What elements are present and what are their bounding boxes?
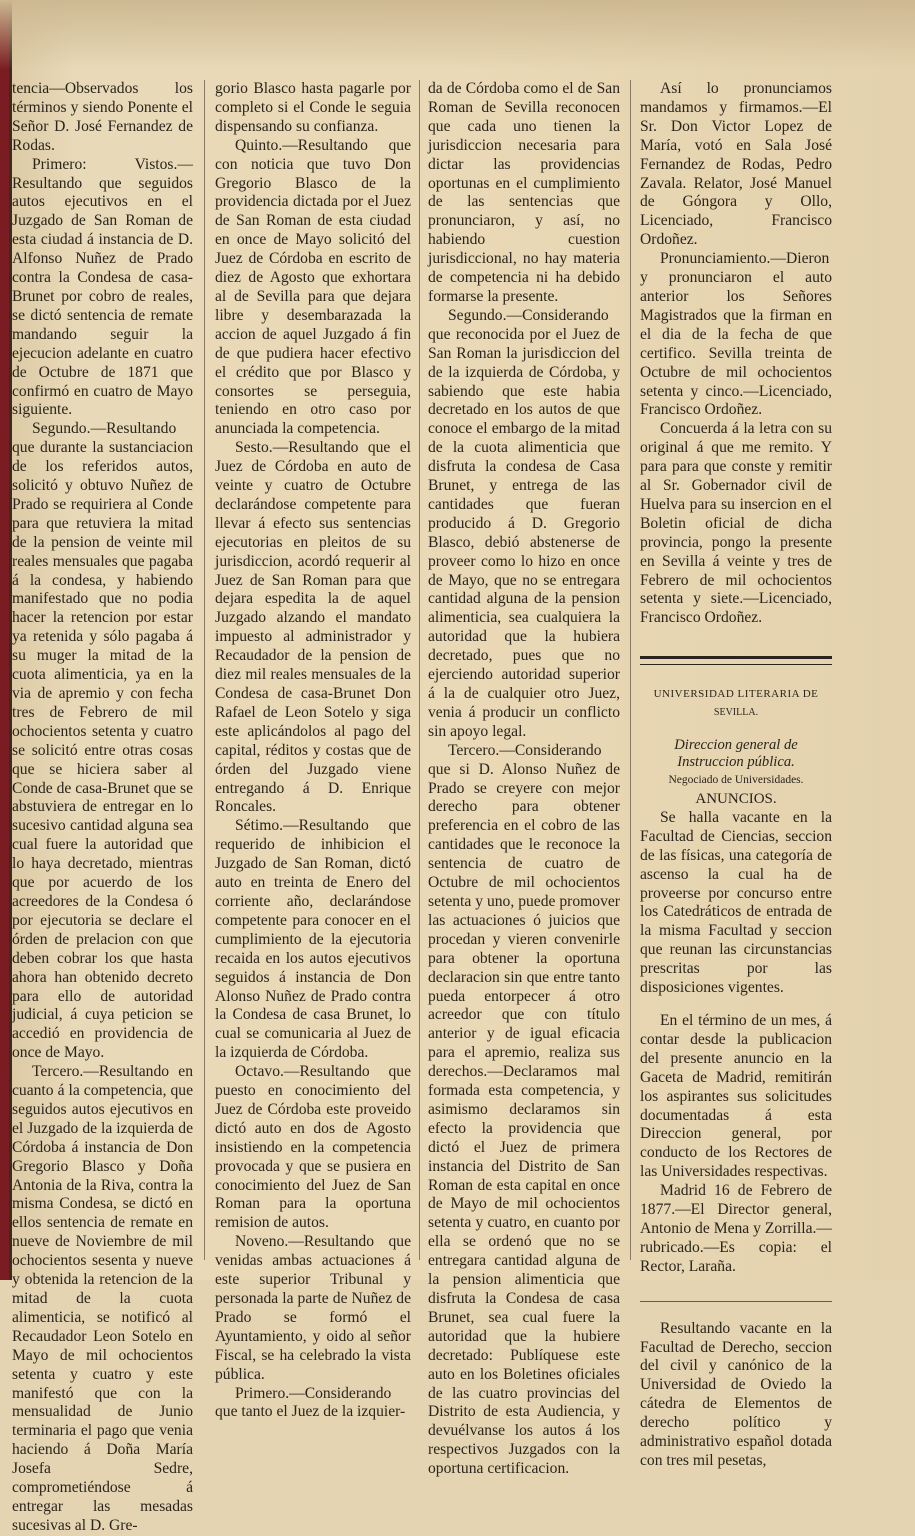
negociado-heading: Negociado de Universidades. xyxy=(668,774,804,787)
paragraph: Segundo.—Considerando que reconocida por el Juez de San Roman la jurisdiccion del de la izquierda de Córdoba, y sabiendo que este habia decretado en los autos de que conoce el embargo de la mitad de la cuota alimenticia que disfruta la condesa de Casa Brunet, y entrega de las cantidades que fueran producido á D. Gregorio Blasco, debió abstenerse de proveer como lo hizo en once de Mayo, que no se entregara cantidad alguna de la pension alimenticia, sea cualquiera la autoridad que la hubiera decretado, pues que no ejerciendo autoridad superior á la de cualquier otro Juez, venia á producir un conflicto sin apoyo legal. xyxy=(428,306,620,740)
paragraph: Primero: Vistos.—Resultando que seguidos autos ejecutivos en el Juzgado de San Roman de esta ciudad á instancia de D. Alfonso Nuñez de Prado contra la Condesa de casa-Brunet por cobro de reales, se dictó sentencia de remate mandando seguir la ejecucion adelante en cuatro de Octubre de 1871 que confirmó en cuatro de Mayo siguiente. xyxy=(12,155,193,419)
column-3 xyxy=(428,80,620,1478)
column-rule xyxy=(630,80,631,1260)
paragraph: da de Córdoba como el de San Roman de Sevilla reconocen que cada uno tienen la jurisdiccion necesaria para dictar las providencias oportunas en el cumplimiento de las sentencias que pronunciaron, y así, no habiendo cuestion jurisdiccional, no hay materia de competencia ni ha debido formarse la presente. xyxy=(428,80,620,305)
paragraph: Quinto.—Resultando que con noticia que tuvo Don Gregorio Blasco de la providencia dictada por el Juez de San Roman de esta ciudad en once de Mayo solicitó del Juez de Córdoba en escrito de diez de Agosto que exhortara al de Sevilla para que dejara libre y desembarazada la accion de aquel Juzgado á fin de que pudiera hacer efectivo el crédito que por Blasco y consortes se perseguia, teniendo en otro caso por anunciada la competencia. xyxy=(215,136,411,438)
paragraph: Concuerda á la letra con su original á que me remito. Y para para que conste y remitir al Sr. Gobernador civil de Huelva para su insercion en el Boletin oficial de dicha provincia, pongo la presente en Sevilla á veinte y tres de Febrero de mil ochocientos setenta y siete.—Licenciado, Francisco Ordoñez. xyxy=(640,420,832,627)
paragraph: Segundo.—Resultando que durante la sustanciacion de los referidos autos, solicitó y obtuvo Nuñez de Prado se requiriera al Conde para que retuviera la mitad de la pension de veinte mil reales mensuales que pagaba á la condesa, y habiendo manifestado que no podia hacer la retencion por estar ya retenida y sólo pagaba á su muger la mitad de la cuota alimenticia, ya en la via de apremio y con fecha tres de Febrero de mil ochocientos setenta y cuatro se solicitó entre otras cosas que se hiciera saber al Conde de casa-Brunet que se abstuviera de entregar en lo sucesivo cantidad alguna sea cual fuere la autoridad que lo haya decretado, mientras que por acuerdo de los acreedores de la Condesa ó por ejecutoria se declare el órden de prelacion con que deben cobrar los que hasta ahora han obtenido decreto para ello de autoridad judicial, á cuya peticion se accedió en providencia de once de Mayo. xyxy=(12,420,193,1062)
paragraph: Sesto.—Resultando que el Juez de Córdoba en auto de veinte y cuatro de Octubre declarándose competente para llevar á efecto sus sentencias ejecutorias en pleitos de su jurisdiccion, acordó requerir al Juez de San Roman para que dejara espedita la de aquel Juzgado alzando el mandato impuesto al administrador y Recaudador de la pension de diez mil reales mensuales de la Condesa de casa-Brunet Don Rafael de Leon Sotelo y siga este aplicándolos al pago del capital, réditos y costas que de órden del Juzgado viene entregando á D. Enrique Roncales. xyxy=(215,439,411,816)
paragraph: Madrid 16 de Febrero de 1877.—El Director general, Antonio de Mena y Zorrilla.—rubricado.—Es copia: el Rector, Laraña. xyxy=(640,1182,832,1275)
announcement-divider xyxy=(640,1301,832,1302)
paragraph: Primero.—Considerando que tanto el Juez de la izquier- xyxy=(215,1384,406,1421)
paragraph: Se halla vacante en la Facultad de Ciencias, seccion de las físicas, una categoría de ascenso la cual ha de proveerse por concurso entre los Catedráticos de entrada de la misma Facultad y seccion que reunan las circunstancias prescritas por las disposiciones vigentes. xyxy=(640,808,832,997)
direccion-heading: Direccion general de Instruccion pública. xyxy=(674,737,798,771)
paragraph: En el término de un mes, á contar desde la publicacion del presente anuncio en la Gaceta de Madrid, remitirán los aspirantes sus solicitudes documentadas á esta Direccion general, por conducto de los Rectores de las Universidades respectivas. xyxy=(640,1011,832,1181)
column-rule xyxy=(419,80,420,1260)
column-rule xyxy=(204,80,205,1260)
paragraph: Tercero.—Resultando en cuanto á la competencia, que seguidos autos ejecutivos en el Juzgado de la izquierda de Córdoba á instancia de Don Gregorio Blasco y Doña Antonia de la Riva, contra la misma Condesa, se dictó en ellos sentencia de remate en nueve de Noviembre de mil ochocientos sesenta y nueve y obtenida la retencion de la mitad de la cuota alimenticia, se notificó al Recaudador Leon Sotelo en Mayo de mil ochocientos setenta y cuatro y este manifestó que con la mensualidad de Junio terminaria el pago que venia haciendo á Doña María Josefa Sedre, comprometiéndose á entregar las mesadas sucesivas al D. Gre- xyxy=(12,1063,193,1534)
section-subheading: SEVILLA. xyxy=(713,707,759,719)
paragraph: Octavo.—Resultando que puesto en conocimiento del Juez de Córdoba este proveido dictó auto en dos de Agosto insistiendo en la competencia provocada y que se pusiera en conocimiento del Juez de San Roman para la oportuna remision de autos. xyxy=(215,1063,411,1232)
paragraph: Noveno.—Resultando que venidas ambas actuaciones á este superior Tribunal y personada la parte de Nuñez de Prado se formó el Ayuntamiento, y oido al señor Fiscal, se ha celebrado la vista pública. xyxy=(215,1233,411,1383)
section-divider xyxy=(640,656,832,665)
column-4 xyxy=(640,80,832,1469)
paragraph: Resultando vacante en la Facultad de Derecho, seccion del civil y canónico de la Universidad de Oviedo la cátedra de Elementos de derecho político y administrativo español dotada con tres mil pesetas, xyxy=(640,1319,832,1469)
paragraph: Tercero.—Considerando que si D. Alonso Nuñez de Prado se creyere con mejor derecho para obtener preferencia en el cobro de las cantidades que le reconoce la sentencia de cuatro de Octubre de mil ochocientos setenta y uno, puede promover las actuaciones ó juicios que procedan y vieren convenirle para obtener la oportuna declaracion sin que entre tanto pueda entorpecer á otro acreedor que con título anterior y de igual eficacia para el apremio, realiza sus derechos.—Declaramos mal formada esta competencia, y asimismo declaramos sin efecto la providencia que dictó el Juez de primera instancia del Distrito de San Roman de esta capital en once de Mayo de mil ochocientos setenta y cuatro, en cuanto por ella se ordenó que no se entregara cantidad alguna de la pension alimenticia que disfruta la Condesa de casa Brunet, sea cual fuere la autoridad que la hubiere decretado: Publíquese este auto en los Boletines oficiales de las cuatro provincias del Distrito de esta Audiencia, y devuélvanse los autos á los respectivos Juzgados con la oportuna certificacion. xyxy=(428,741,620,1478)
binding-edge xyxy=(0,0,9,1280)
section-heading: UNIVERSIDAD LITERARIA DE xyxy=(653,688,819,701)
paragraph: Pronunciamiento.—Dieron y pronunciaron el auto anterior los Señores Magistrados que la firman en el dia de la fecha de que certifico. Sevilla treinta de Octubre de mil ochocientos setenta y cinco.—Licenciado, Francisco Ordoñez. xyxy=(640,250,832,419)
column-2 xyxy=(215,80,411,1421)
top-margin xyxy=(0,0,915,70)
column-1 xyxy=(12,80,193,1534)
paragraph: Sétimo.—Resultando que requerido de inhibicion el Juzgado de San Roman, dictó auto en treinta de Enero del corriente año, declarándose competente para conocer en el cumplimiento de la ejecutoria recaida en los autos ejecutivos seguidos á instancia de Don Alonso Nuñez de Prado contra la Condesa de casa Brunet, lo cual se comunicaria al Juez de la izquierda de Córdoba. xyxy=(215,817,411,1062)
paragraph: Así lo pronunciamos mandamos y firmamos.—El Sr. Don Victor Lopez de María, votó en Sala José Fernandez de Rodas, Pedro Zavala. Relator, José Manuel de Góngora y Ollo, Licenciado, Francisco Ordoñez. xyxy=(640,80,832,249)
paragraph: tencia—Observados los términos y siendo Ponente el Señor D. José Fernandez de Rodas. xyxy=(12,80,193,154)
anuncios-heading: ANUNCIOS. xyxy=(695,791,777,807)
paragraph: gorio Blasco hasta pagarle por completo si el Conde le seguia dispensando su confianza. xyxy=(215,80,411,135)
